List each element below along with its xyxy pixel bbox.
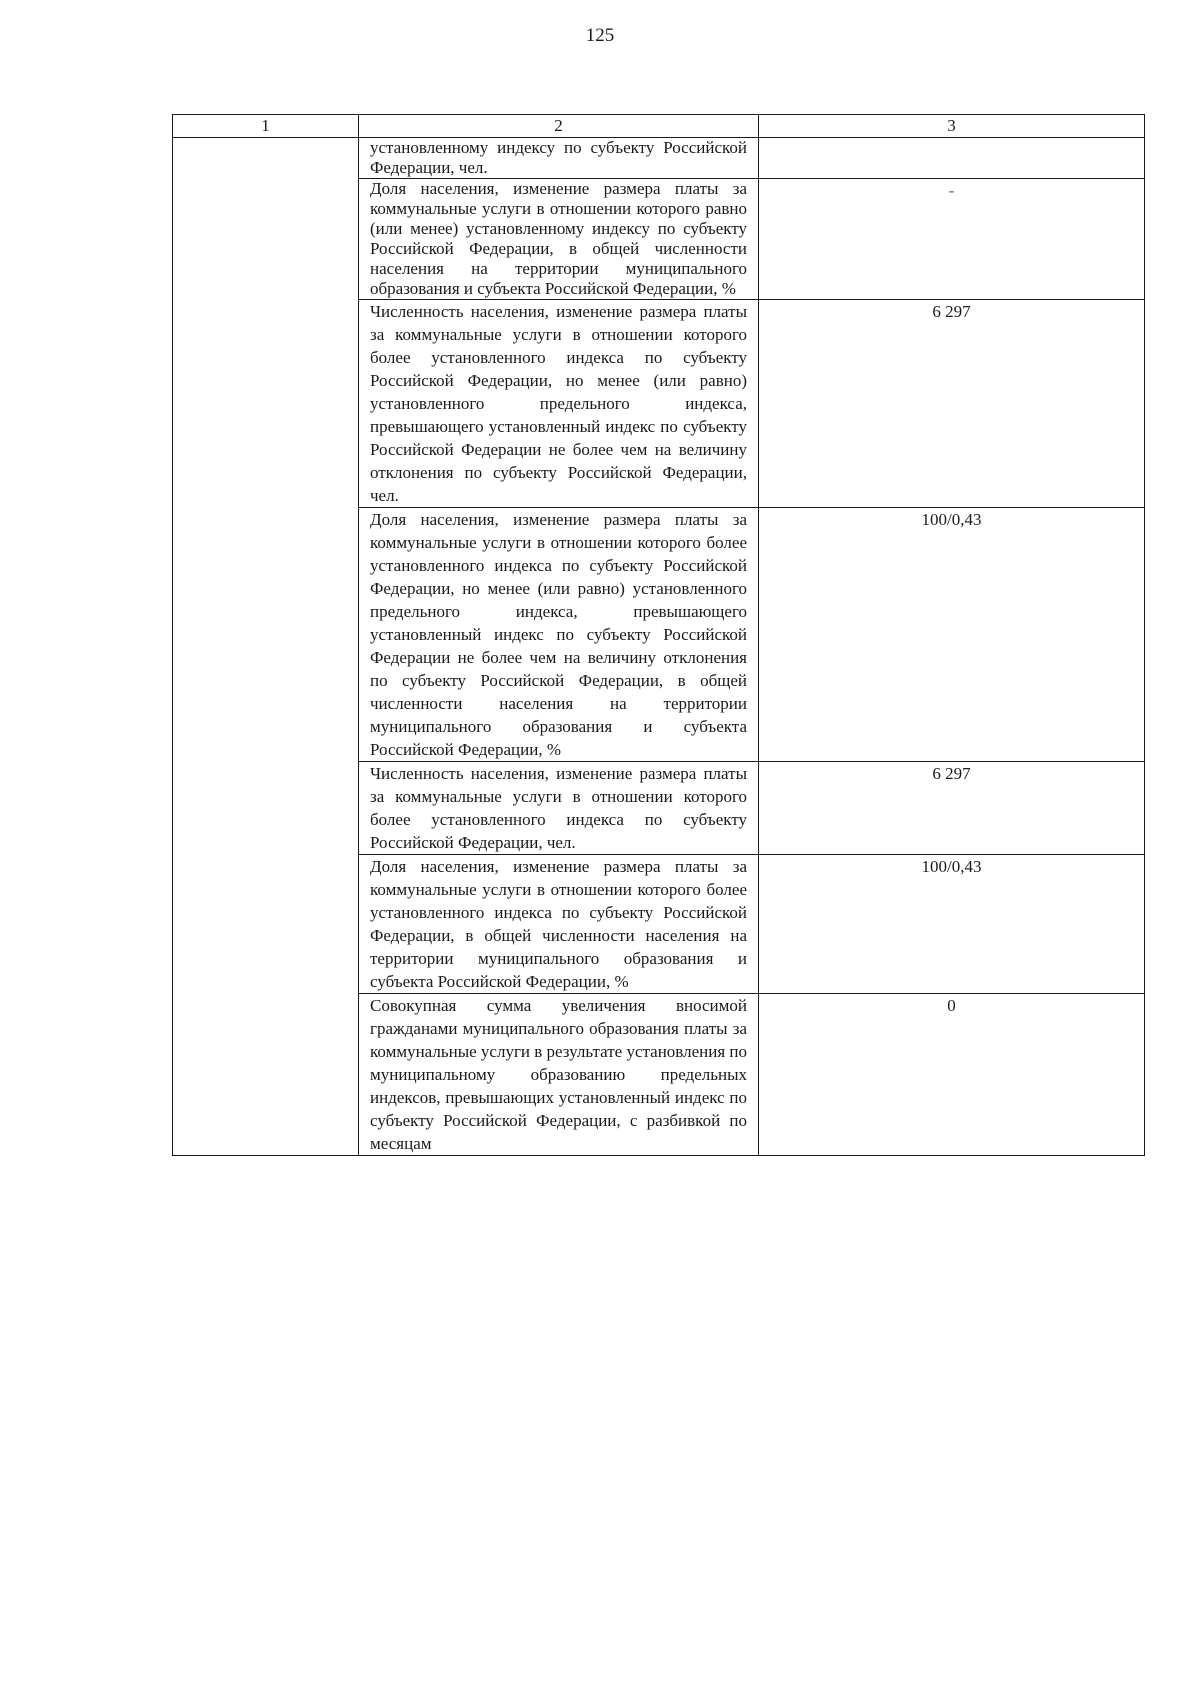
table-header-row <box>173 115 1145 138</box>
row-description: Доля населения, изменение размера платы за коммунальные услуги в отношении которого более установленного индекса по субъекту Российской Федерации, но менее (или равно) установленного предельного индекса, превышающего установленный индекс по субъекту Российской Федерации не более чем на величину отклонения по субъекту Российской Федерации, в общей численности населения на территории муниципального образования и субъекта Российской Федерации, % <box>359 508 759 762</box>
row-description: установленному индексу по субъекту Российской Федерации, чел. <box>359 138 759 179</box>
row-value: 6 297 <box>759 762 1145 855</box>
row-description: Совокупная сумма увеличения вносимой гражданами муниципального образования платы за коммунальные услуги в результате установления по муниципальному образованию предельных индексов, превышающих установленный индекс по субъекту Российской Федерации, с разбивкой по месяцам <box>359 994 759 1156</box>
row-description: Численность населения, изменение размера платы за коммунальные услуги в отношении которого более установленного индекса по субъекту Российской Федерации, но менее (или равно) установленного предельного индекса, превышающего установленный индекс по субъекту Российской Федерации не более чем на величину отклонения по субъекту Российской Федерации, чел. <box>359 300 759 508</box>
column-header-1: 1 <box>173 115 359 138</box>
row-description: Доля населения, изменение размера платы за коммунальные услуги в отношении которого более установленного индекса по субъекту Российской Федерации, в общей численности населения на территории муниципального образования и субъекта Российской Федерации, % <box>359 855 759 994</box>
row-description: Численность населения, изменение размера платы за коммунальные услуги в отношении которого более установленного индекса по субъекту Российской Федерации, чел. <box>359 762 759 855</box>
row-value: - <box>759 179 1145 300</box>
row-value: 0 <box>759 994 1145 1156</box>
table-row <box>173 138 1145 179</box>
row-value: 100/0,43 <box>759 508 1145 762</box>
row-value: 6 297 <box>759 300 1145 508</box>
row-value <box>759 138 1145 179</box>
row-value: 100/0,43 <box>759 855 1145 994</box>
row-description: Доля населения, изменение размера платы за коммунальные услуги в отношении которого равно (или менее) установленному индексу по субъекту Российской Федерации, в общей численности населения на территории муниципального образования и субъекта Российской Федерации, % <box>359 179 759 300</box>
empty-column-cell <box>173 138 359 1156</box>
column-header-2: 2 <box>359 115 759 138</box>
page-number: 125 <box>585 25 615 46</box>
column-header-3: 3 <box>759 115 1145 138</box>
indicator-table <box>172 114 1145 1156</box>
